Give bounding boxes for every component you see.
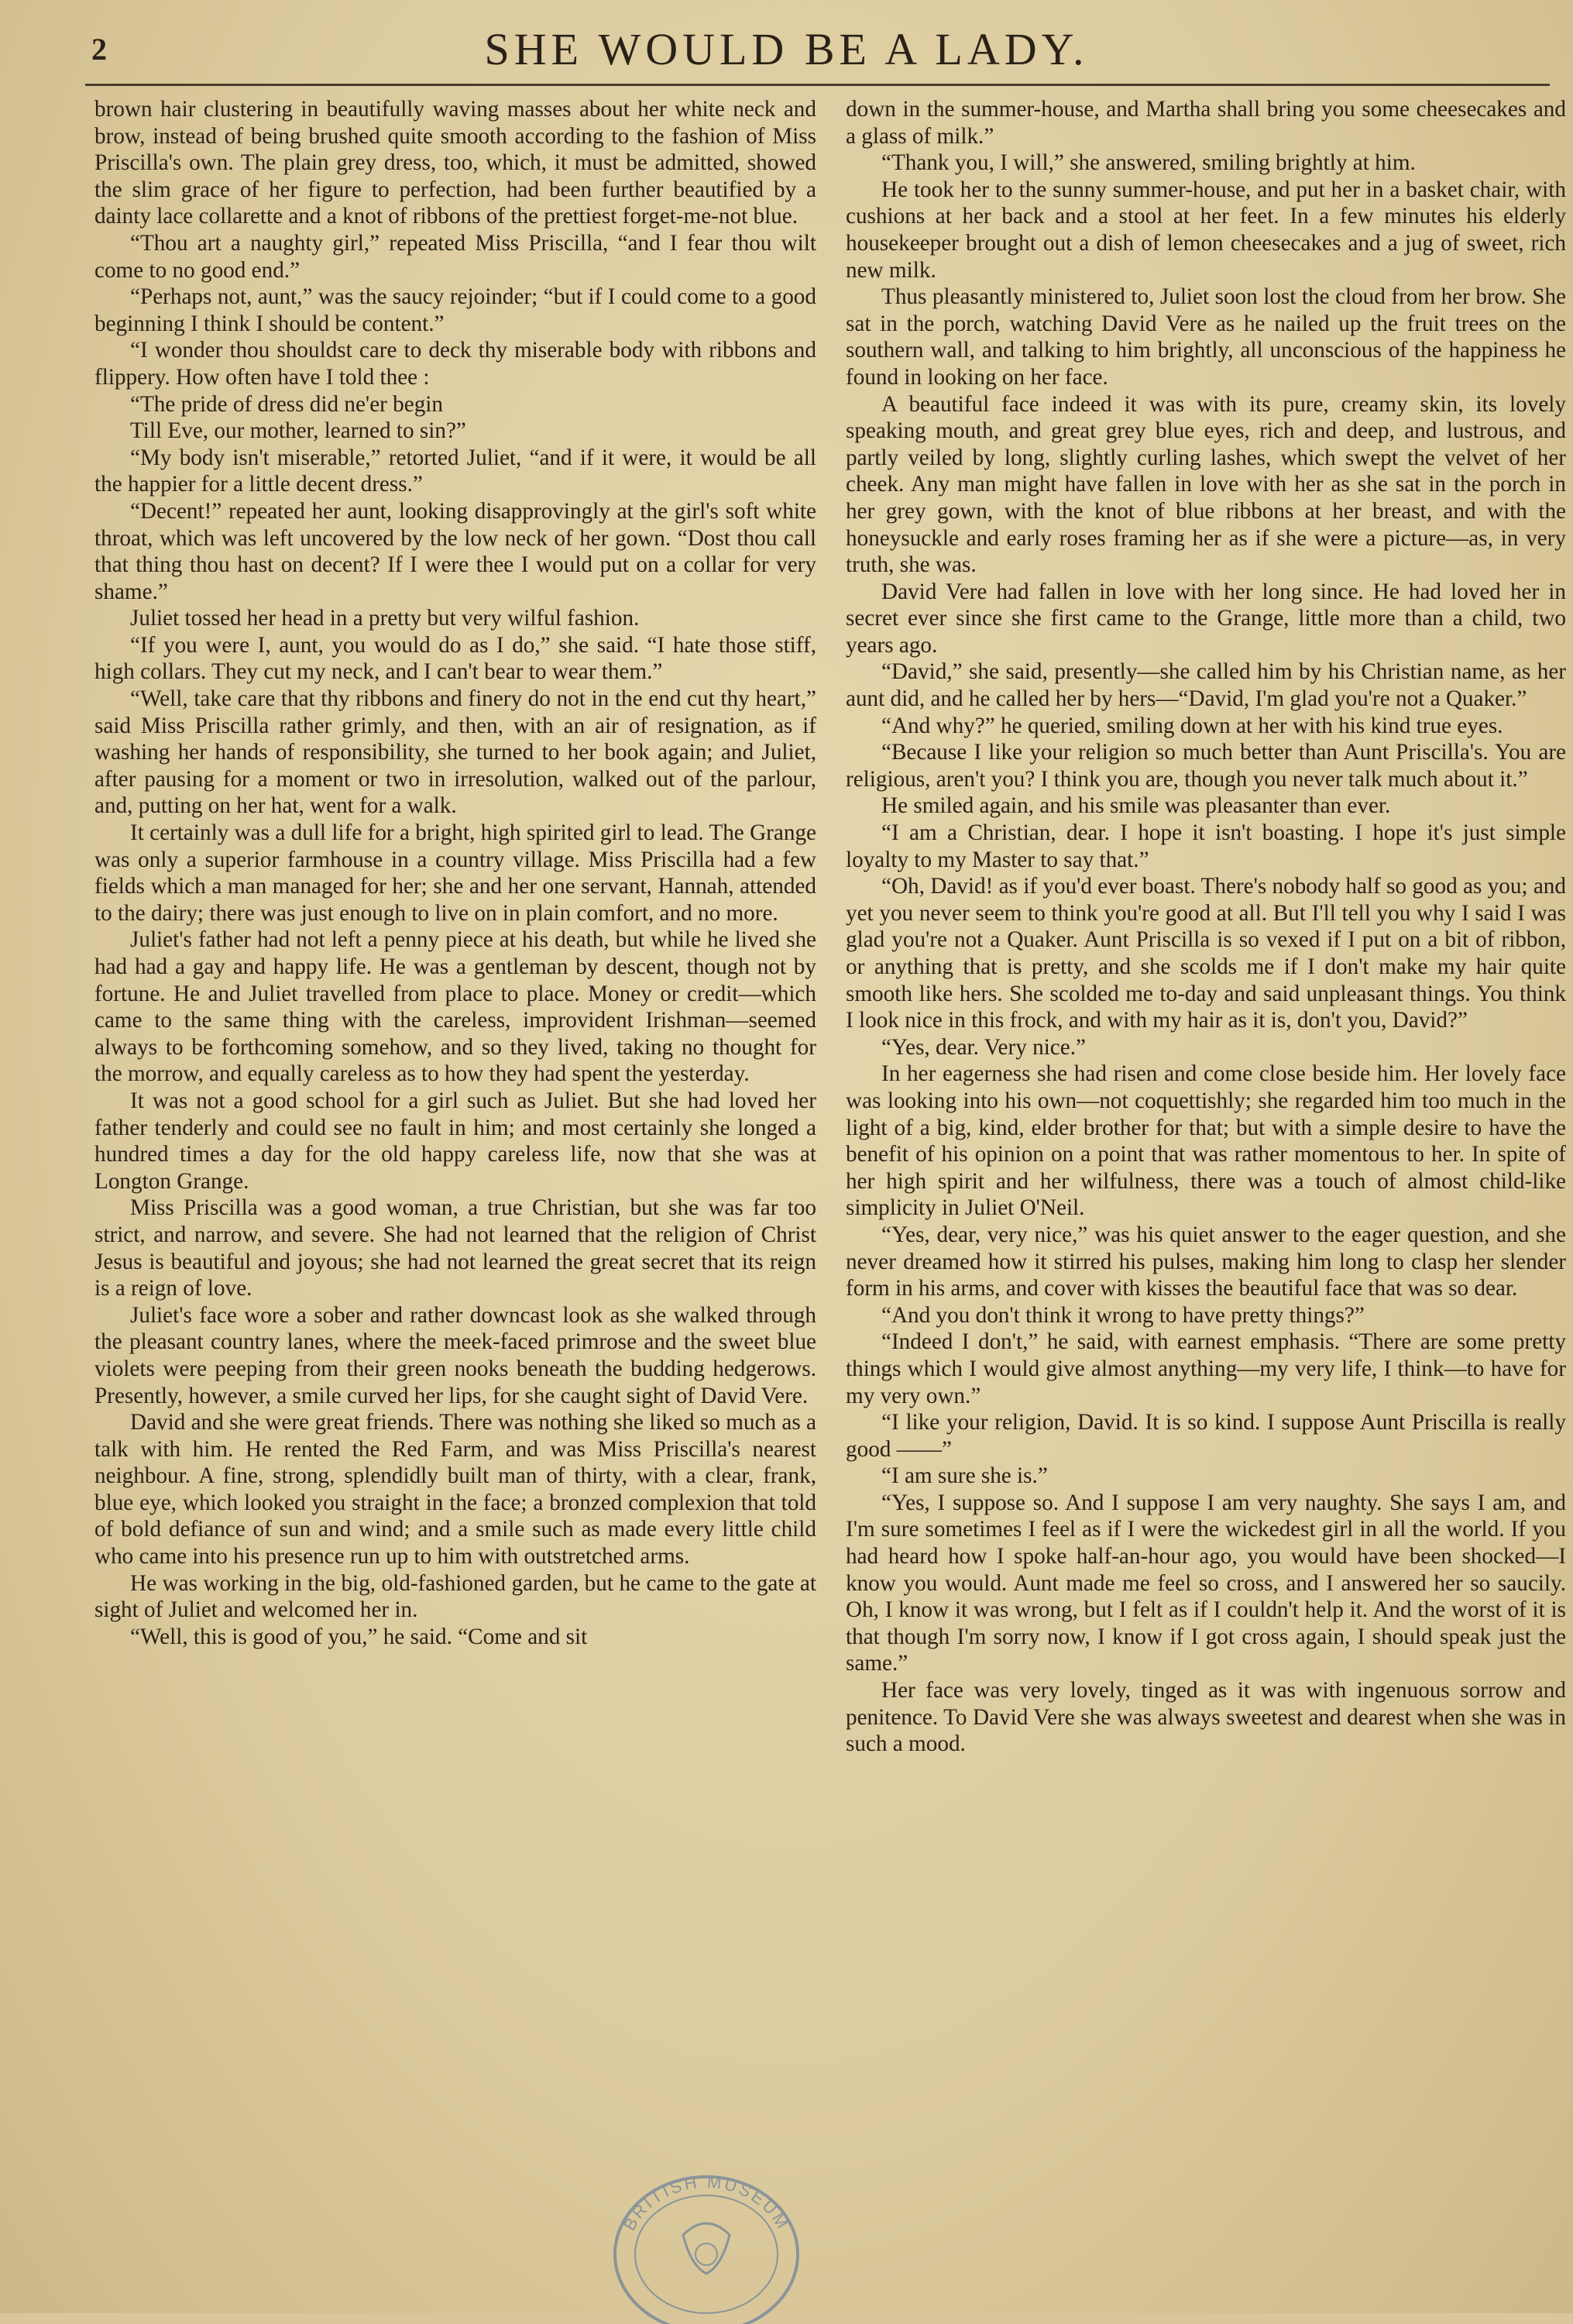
left-column xyxy=(94,96,816,1650)
paragraph: “Decent!” repeated her aunt, looking disapprovingly at the girl's soft white throat, which was left uncovered by the low neck of her gown. “Dost thou call that thing thou hast on decent? If I were thee I would put on a collar for very shame.” xyxy=(94,498,816,604)
paragraph: It was not a good school for a girl such as Juliet. But she had loved her father tenderly and could see no fault in him; and most certainly she longed a hundred times a day for the old happy careless life, now that she was at Longton Grange. xyxy=(94,1088,816,1194)
paragraph: “I wonder thou shouldst care to deck thy miserable body with ribbons and flippery. How often have I told thee : xyxy=(94,338,816,390)
paragraph: “Thank you, I will,” she answered, smiling brightly at him. xyxy=(881,150,1416,176)
paragraph: “Well, this is good of you,” he said. “Come and sit xyxy=(130,1624,588,1649)
paragraph: Her face was very lovely, tinged as it was with ingenuous sorrow and penitence. To David Vere she was always sweetest and dearest when she was in such a mood. xyxy=(846,1678,1566,1757)
paragraph: Juliet's face wore a sober and rather downcast look as she walked through the pleasant country lanes, where the meek-faced primrose and the sweet blue violets were peeping from their green nooks beneath the budding hedgerows. Presently, however, a smile curved her lips, for she caught sight of David Vere. xyxy=(94,1302,816,1408)
paragraph: Miss Priscilla was a good woman, a true Christian, but she was far too strict, and narrow, and severe. She had not learned that the religion of Christ Jesus is beautiful and joyous; she had not learned the great secret that its reign is a reign of love. xyxy=(94,1195,816,1301)
paragraph: “Yes, I suppose so. And I suppose I am very naughty. She says I am, and I'm sure sometimes I feel as if I were the wickedest girl in all the world. If you had heard how I spoke half-an-hour ago, you would have been shocked—I know you would. Aunt made me feel so cross, and I answered her so saucily. Oh, I know it was wrong, but I felt as if I couldn't help it. And the worst of it is that though I'm sorry now, I know if I got cross again, I should speak just the same.” xyxy=(846,1490,1566,1676)
verse-line: “The pride of dress did ne'er begin xyxy=(130,391,444,417)
right-column xyxy=(846,96,1566,1758)
paragraph: “If you were I, aunt, you would do as I do,” she said. “I hate those stiff, high collars. They cut my neck, and I can't bear to wear them.” xyxy=(94,632,816,685)
paragraph: Thus pleasantly ministered to, Juliet soon lost the cloud from her brow. She sat in the porch, watching David Vere as he nailed up the fruit trees on the southern wall, and talking to him brightly, all unconscious of the happiness he found in looking on her face. xyxy=(846,284,1566,390)
paragraph: “Yes, dear. Very nice.” xyxy=(881,1034,1086,1060)
page-number: 2 xyxy=(91,32,107,67)
paragraph: Juliet tossed her head in a pretty but very wilful fashion. xyxy=(130,606,640,631)
verse-line: Till Eve, our mother, learned to sin?” xyxy=(130,418,466,444)
paragraph: “And you don't think it wrong to have pretty things?” xyxy=(881,1302,1365,1328)
paragraph: David and she were great friends. There was nothing she liked so much as a talk with him. He rented the Red Farm, and was Miss Priscilla's nearest neighbour. A fine, strong, splendidly built man of thirty, with a clear, frank, blue eye, which looked you straight in the face; a bronzed complexion that told of bold defiance of sun and wind; and a smile such as made every little child who came into his presence run up to him with outstretched arms. xyxy=(94,1410,816,1569)
museum-stamp xyxy=(606,2161,807,2324)
running-title: SHE WOULD BE A LADY. xyxy=(484,24,1089,74)
paragraph: “I like your religion, David. It is so kind. I suppose Aunt Priscilla is really good ——” xyxy=(846,1410,1566,1462)
paragraph: He took her to the sunny summer-house, and put her in a basket chair, with cushions at her back and a stool at her feet. In a few minutes his elderly housekeeper brought out a dish of lemon cheesecakes and a jug of sweet, rich new milk. xyxy=(846,177,1566,283)
paragraph: A beautiful face indeed it was with its pure, creamy skin, its lovely speaking mouth, and great grey blue eyes, rich and deep, and lustrous, and partly veiled by long, slightly curling lashes, which swept the velvet of her cheek. Any man might have fallen in love with her as she sat in the porch in her grey gown, with the knot of blue ribbons at her breast, and with the honeysuckle and early roses framing her as if she were a picture—as, in very truth, she was. xyxy=(846,391,1566,578)
paragraph: Juliet's father had not left a penny piece at his death, but while he lived she had had a gay and happy life. He was a gentleman by descent, though not by fortune. He and Juliet travelled from place to place. Money or credit—which came to the same thing with the careless, improvident Irishman—seemed always to be forthcoming somehow, and so they lived, taking no thought for the morrow, and equally careless as to how they had spent the yesterday. xyxy=(94,927,816,1087)
paragraph: “I am a Christian, dear. I hope it isn't boasting. I hope it's just simple loyalty to my Master to say that.” xyxy=(846,820,1566,872)
paragraph: “Perhaps not, aunt,” was the saucy rejoinder; “but if I could come to a good beginning I think I should be content.” xyxy=(94,284,816,336)
paragraph: “David,” she said, presently—she called him by his Christian name, as her aunt did, and he called her by hers—“David, I'm glad you're not a Quaker.” xyxy=(846,659,1566,712)
paragraph: “I am sure she is.” xyxy=(881,1463,1048,1489)
paragraph: down in the summer-house, and Martha shall bring you some cheesecakes and a glass of milk.” xyxy=(846,97,1566,149)
paragraph: “Yes, dear, very nice,” was his quiet answer to the eager question, and she never dreamed how it stirred his pulses, making him long to clasp her slender form in his arms, and cover with kisses the beautiful face that was so dear. xyxy=(846,1222,1566,1301)
paragraph: “Thou art a naughty girl,” repeated Miss Priscilla, “and I fear thou wilt come to no good end.” xyxy=(94,230,816,283)
paragraph: David Vere had fallen in love with her long since. He had loved her in secret ever since she first came to the Grange, little more than a child, two years ago. xyxy=(846,579,1566,658)
paragraph: brown hair clustering in beautifully waving masses about her white neck and brow, instead of being brushed quite smooth according to the fashion of Miss Priscilla's own. The plain grey dress, too, which, it must be admitted, showed the slim grace of her figure to perfection, had been further beautified by a dainty lace collarette and a knot of ribbons of the prettiest forget-me-not blue. xyxy=(94,97,816,229)
paragraph: “Well, take care that thy ribbons and finery do not in the end cut thy heart,” said Miss Priscilla rather grimly, and then, with an air of resignation, as if washing her hands of responsibility, she turned to her book again; and Juliet, after pausing for a moment or two in irresolution, walked out of the parlour, and, putting on her hat, went for a walk. xyxy=(94,686,816,819)
paragraph: He smiled again, and his smile was pleasanter than ever. xyxy=(881,793,1391,819)
verse-quote xyxy=(94,391,816,445)
stamp-text-path: BRITISH MUSEUM xyxy=(619,2171,794,2234)
paragraph: He was working in the big, old-fashioned garden, but he came to the gate at sight of Juliet and welcomed her in. xyxy=(94,1570,816,1623)
paragraph: “Indeed I don't,” he said, with earnest emphasis. “There are some pretty things which I would give almost anything—my very life, I think—to have for my very own.” xyxy=(846,1329,1566,1408)
header-rule xyxy=(85,84,1550,86)
paragraph: It certainly was a dull life for a bright, high spirited girl to lead. The Grange was only a superior farmhouse in a country village. Miss Priscilla had a few fields which a man managed for her; she and her one servant, Hannah, attended to the dairy; there was just enough to live on in plain comfort, and no more. xyxy=(94,820,816,926)
paragraph: “My body isn't miserable,” retorted Juliet, “and if it were, it would be all the happier for a little decent dress.” xyxy=(94,445,816,497)
paragraph: “Because I like your religion so much better than Aunt Priscilla's. You are religious, aren't you? I think you are, though you never talk much about it.” xyxy=(846,740,1566,792)
paragraph: “And why?” he queried, smiling down at her with his kind true eyes. xyxy=(881,713,1503,738)
paragraph: “Oh, David! as if you'd ever boast. There's nobody half so good as you; and yet you never seem to think you're good at all. But I'll tell you why I said I was glad you're not a Quaker. Aunt Priscilla is so vexed if I put on a bit of ribbon, or anything that is pretty, and she scolds me if I don't make my hair quite smooth like hers. She scolded me to-day and said unpleasant things. You think I look nice in this frock, and with my hair as it is, don't you, David?” xyxy=(846,874,1566,1033)
paragraph: In her eagerness she had risen and come close beside him. Her lovely face was looking into his own—not coquettishly; she regarded him too much in the light of a big, kind, elder brother for that; but with a simple desire to have the benefit of his opinion on a point that was rather momentous to her. In spite of her high spirit and her wilfulness, there was a touch of almost child-like simplicity in Juliet O'Neil. xyxy=(846,1061,1566,1221)
